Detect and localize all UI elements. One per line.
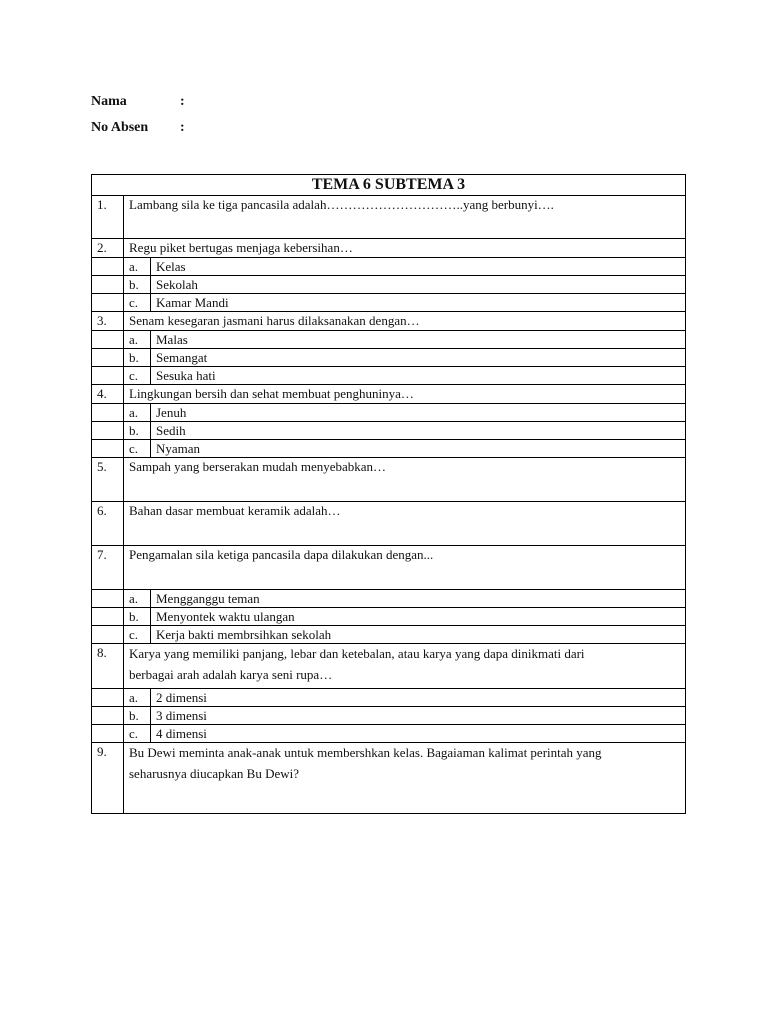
question-row xyxy=(92,239,686,258)
question-number: 6. xyxy=(92,502,124,546)
question-row xyxy=(92,743,686,814)
question-text: Bahan dasar membuat keramik adalah… xyxy=(124,502,686,546)
question-number: 4. xyxy=(92,385,124,404)
answer-option-row xyxy=(92,590,686,608)
answer-option-row xyxy=(92,689,686,707)
option-letter: c. xyxy=(124,367,151,385)
option-letter: c. xyxy=(124,440,151,458)
question-row xyxy=(92,546,686,590)
empty-cell xyxy=(92,707,124,725)
empty-cell xyxy=(92,404,124,422)
question-number: 2. xyxy=(92,239,124,258)
absen-colon: : xyxy=(180,120,185,135)
option-text: Mengganggu teman xyxy=(151,590,686,608)
answer-option-row xyxy=(92,331,686,349)
question-number: 7. xyxy=(92,546,124,590)
empty-cell xyxy=(92,626,124,644)
answer-option-row xyxy=(92,404,686,422)
option-letter: b. xyxy=(124,349,151,367)
empty-cell xyxy=(92,689,124,707)
empty-cell xyxy=(92,331,124,349)
question-text-line: Karya yang memiliki panjang, lebar dan ketebalan, atau karya yang dapa dinikmati dari xyxy=(129,646,585,661)
option-text: Kerja bakti membrsihkan sekolah xyxy=(151,626,686,644)
option-text: Jenuh xyxy=(151,404,686,422)
answer-option-row xyxy=(92,440,686,458)
answer-option-row xyxy=(92,608,686,626)
option-letter: a. xyxy=(124,404,151,422)
option-letter: b. xyxy=(124,608,151,626)
answer-option-row xyxy=(92,422,686,440)
option-text: Nyaman xyxy=(151,440,686,458)
answer-option-row xyxy=(92,707,686,725)
question-row xyxy=(92,196,686,239)
option-text: 4 dimensi xyxy=(151,725,686,743)
option-letter: a. xyxy=(124,331,151,349)
worksheet-table xyxy=(91,174,686,814)
option-text: Sedih xyxy=(151,422,686,440)
question-text-line: seharusnya diucapkan Bu Dewi? xyxy=(129,766,300,781)
worksheet-title-row xyxy=(92,175,686,196)
question-text: Pengamalan sila ketiga pancasila dapa dilakukan dengan... xyxy=(124,546,686,590)
option-letter: c. xyxy=(124,626,151,644)
question-number: 3. xyxy=(92,312,124,331)
question-row xyxy=(92,458,686,502)
question-row xyxy=(92,385,686,404)
option-letter: b. xyxy=(124,707,151,725)
option-letter: c. xyxy=(124,294,151,312)
option-letter: b. xyxy=(124,276,151,294)
option-letter: b. xyxy=(124,422,151,440)
option-text: Semangat xyxy=(151,349,686,367)
name-label: Nama xyxy=(91,94,127,109)
name-field-row xyxy=(91,93,185,111)
option-text: Sekolah xyxy=(151,276,686,294)
question-number: 5. xyxy=(92,458,124,502)
empty-cell xyxy=(92,258,124,276)
question-text: Lambang sila ke tiga pancasila adalah…………………………..yang berbunyi…. xyxy=(124,196,686,239)
name-colon: : xyxy=(180,94,185,109)
answer-option-row xyxy=(92,294,686,312)
answer-option-row xyxy=(92,349,686,367)
answer-option-row xyxy=(92,258,686,276)
option-text: Malas xyxy=(151,331,686,349)
question-text: Lingkungan bersih dan sehat membuat penghuninya… xyxy=(124,385,686,404)
empty-cell xyxy=(92,276,124,294)
question-text xyxy=(124,644,686,689)
question-text: Senam kesegaran jasmani harus dilaksanakan dengan… xyxy=(124,312,686,331)
absen-field-row xyxy=(91,119,185,137)
answer-option-row xyxy=(92,626,686,644)
question-number: 1. xyxy=(92,196,124,239)
option-text: 2 dimensi xyxy=(151,689,686,707)
question-row xyxy=(92,502,686,546)
empty-cell xyxy=(92,440,124,458)
question-row xyxy=(92,644,686,689)
option-letter: a. xyxy=(124,258,151,276)
answer-option-row xyxy=(92,367,686,385)
question-row xyxy=(92,312,686,331)
empty-cell xyxy=(92,590,124,608)
empty-cell xyxy=(92,367,124,385)
option-letter: a. xyxy=(124,590,151,608)
question-text-line: Bu Dewi meminta anak-anak untuk membershkan kelas. Bagaiaman kalimat perintah yang xyxy=(129,745,602,760)
answer-option-row xyxy=(92,276,686,294)
absen-label: No Absen xyxy=(91,120,149,135)
question-text-line: berbagai arah adalah karya seni rupa… xyxy=(129,667,333,682)
answer-option-row xyxy=(92,725,686,743)
question-number: 9. xyxy=(92,743,124,814)
option-text: Menyontek waktu ulangan xyxy=(151,608,686,626)
question-text xyxy=(124,743,686,814)
option-text: Kamar Mandi xyxy=(151,294,686,312)
option-text: 3 dimensi xyxy=(151,707,686,725)
question-text: Regu piket bertugas menjaga kebersihan… xyxy=(124,239,686,258)
option-text: Sesuka hati xyxy=(151,367,686,385)
option-text: Kelas xyxy=(151,258,686,276)
empty-cell xyxy=(92,349,124,367)
empty-cell xyxy=(92,294,124,312)
question-text: Sampah yang berserakan mudah menyebabkan… xyxy=(124,458,686,502)
question-number: 8. xyxy=(92,644,124,689)
empty-cell xyxy=(92,608,124,626)
option-letter: c. xyxy=(124,725,151,743)
empty-cell xyxy=(92,422,124,440)
option-letter: a. xyxy=(124,689,151,707)
empty-cell xyxy=(92,725,124,743)
worksheet-title: TEMA 6 SUBTEMA 3 xyxy=(92,175,686,196)
